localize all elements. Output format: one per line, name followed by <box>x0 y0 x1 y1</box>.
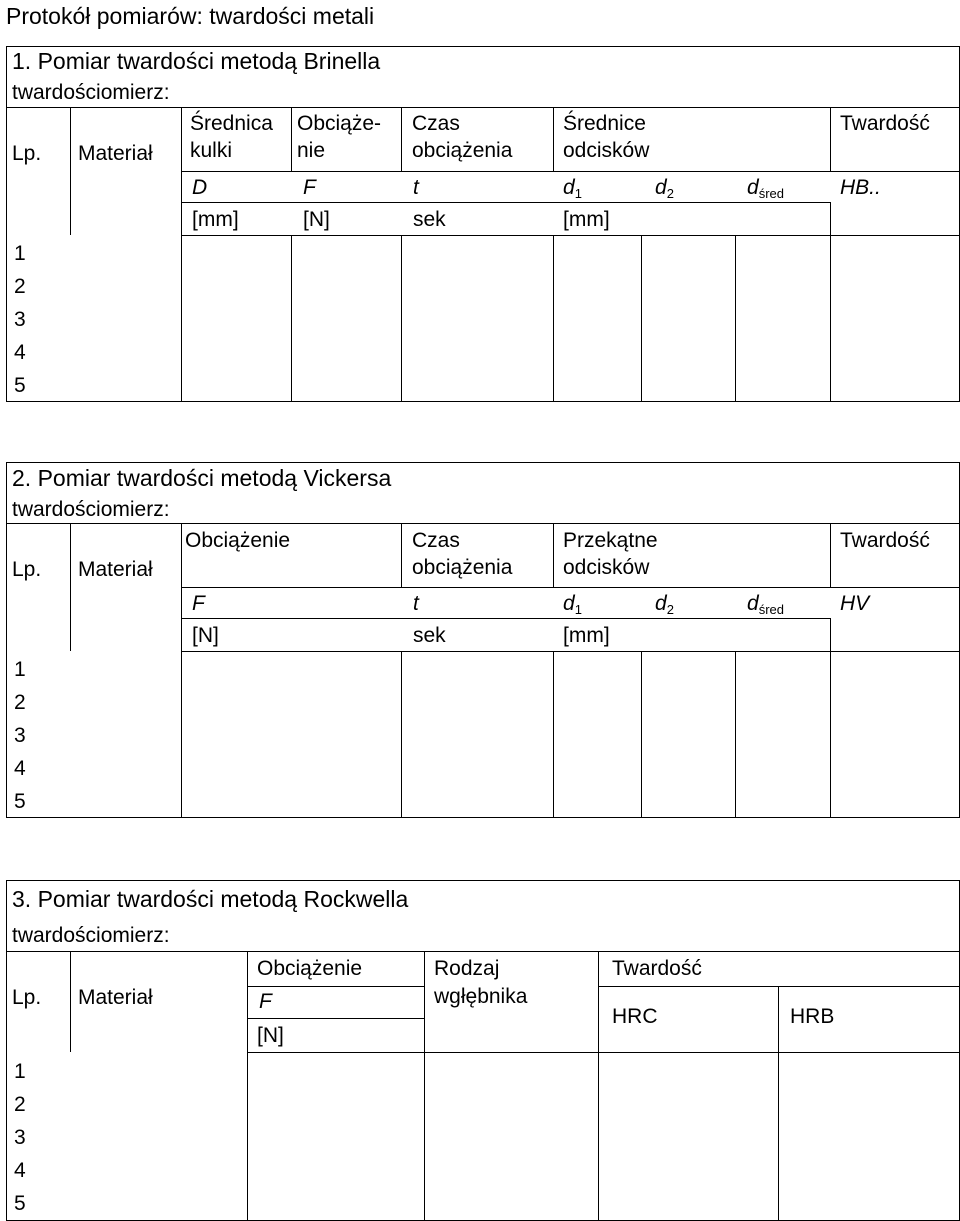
vickers-symbol-d2: $d_2$ <box>655 592 674 617</box>
rockwell-heading: 3. Pomiar twardości metodą Rockwella <box>12 886 409 912</box>
vickers-symbol-t: t <box>413 592 419 615</box>
vickers-diagonal-header-2: odcisków <box>563 556 650 579</box>
rockwell-unit-F: [N] <box>257 1024 284 1047</box>
brinell-imprint-header: Średnice <box>563 112 646 135</box>
vickers-row-number: 2 <box>14 691 26 714</box>
vickers-row-number: 3 <box>14 724 26 747</box>
rockwell-row-number: 2 <box>14 1093 26 1116</box>
vickers-row-number: 5 <box>14 790 26 813</box>
vickers-symbol-F: F <box>192 592 205 615</box>
brinell-load-header: Obciąże- <box>297 112 382 135</box>
brinell-row-number: 1 <box>14 242 26 265</box>
rockwell-load-header: Obciążenie <box>257 957 363 980</box>
vickers-unit-d: [mm] <box>563 624 610 647</box>
rockwell-hrc-header: HRC <box>612 1005 658 1028</box>
brinell-imprint-header-2: odcisków <box>563 139 650 162</box>
vickers-hardness-header: Twardość <box>840 529 930 552</box>
rockwell-device-label: twardościomierz: <box>12 924 170 947</box>
vickers-load-header: Obciążenie <box>185 529 291 552</box>
vickers-symbol-HV: HV <box>840 592 870 615</box>
vickers-unit-F: [N] <box>192 624 219 647</box>
vickers-diagonal-header: Przekątne <box>563 529 658 552</box>
brinell-row-number: 4 <box>14 341 26 364</box>
vickers-row-number: 1 <box>14 658 26 681</box>
brinell-device-label: twardościomierz: <box>12 81 170 104</box>
vickers-unit-t: sek <box>413 624 446 647</box>
rockwell-indenter-header-2: wgłębnika <box>434 985 528 1008</box>
rockwell-row-number: 3 <box>14 1126 26 1149</box>
brinell-heading: 1. Pomiar twardości metodą Brinella <box>12 48 381 74</box>
brinell-lp-header: Lp. <box>12 142 42 165</box>
brinell-symbol-F: F <box>303 176 316 199</box>
brinell-load-header-2: nie <box>297 139 326 162</box>
vickers-material-header: Materiał <box>78 558 153 581</box>
vickers-lp-header: Lp. <box>12 558 42 581</box>
rockwell-row-number: 1 <box>14 1060 26 1083</box>
brinell-time-header-2: obciążenia <box>412 139 513 162</box>
brinell-time-header: Czas <box>412 112 460 135</box>
rockwell-material-header: Materiał <box>78 986 153 1009</box>
vickers-heading: 2. Pomiar twardości metodą Vickersa <box>12 465 392 491</box>
vickers-symbol-d1: $d_1$ <box>563 592 582 617</box>
brinell-symbol-t: t <box>413 176 419 199</box>
vickers-time-header: Czas <box>412 529 460 552</box>
vickers-device-label: twardościomierz: <box>12 498 170 521</box>
vickers-time-header-2: obciążenia <box>412 556 513 579</box>
brinell-row-number: 3 <box>14 308 26 331</box>
rockwell-symbol-F: F <box>259 990 272 1013</box>
brinell-symbol-d2: $d_2$ <box>655 176 674 201</box>
brinell-symbol-d-avg: $d_{śred}$ <box>747 176 784 201</box>
rockwell-lp-header: Lp. <box>12 986 42 1009</box>
brinell-symbol-d1: $d_1$ <box>563 176 582 201</box>
rockwell-row-number: 4 <box>14 1159 26 1182</box>
brinell-symbol-D: D <box>192 176 208 199</box>
brinell-ball-diameter-header-2: kulki <box>190 139 233 162</box>
vickers-symbol-d-avg: $d_{śred}$ <box>747 592 784 617</box>
page-title: Protokół pomiarów: twardości metali <box>6 3 375 29</box>
brinell-hardness-header: Twardość <box>840 112 930 135</box>
brinell-unit-D: [mm] <box>192 208 239 231</box>
rockwell-hrb-header: HRB <box>790 1005 835 1028</box>
brinell-unit-d: [mm] <box>563 208 610 231</box>
rockwell-hardness-header: Twardość <box>612 957 702 980</box>
brinell-symbol-HB: HB.. <box>840 176 881 199</box>
brinell-unit-F: [N] <box>303 208 330 231</box>
vickers-row-number: 4 <box>14 757 26 780</box>
brinell-row-number: 5 <box>14 374 26 397</box>
brinell-ball-diameter-header: Średnica <box>190 112 273 135</box>
brinell-unit-t: sek <box>413 208 446 231</box>
rockwell-indenter-header: Rodzaj <box>434 957 500 980</box>
brinell-row-number: 2 <box>14 275 26 298</box>
brinell-material-header: Materiał <box>78 142 153 165</box>
rockwell-row-number: 5 <box>14 1192 26 1215</box>
